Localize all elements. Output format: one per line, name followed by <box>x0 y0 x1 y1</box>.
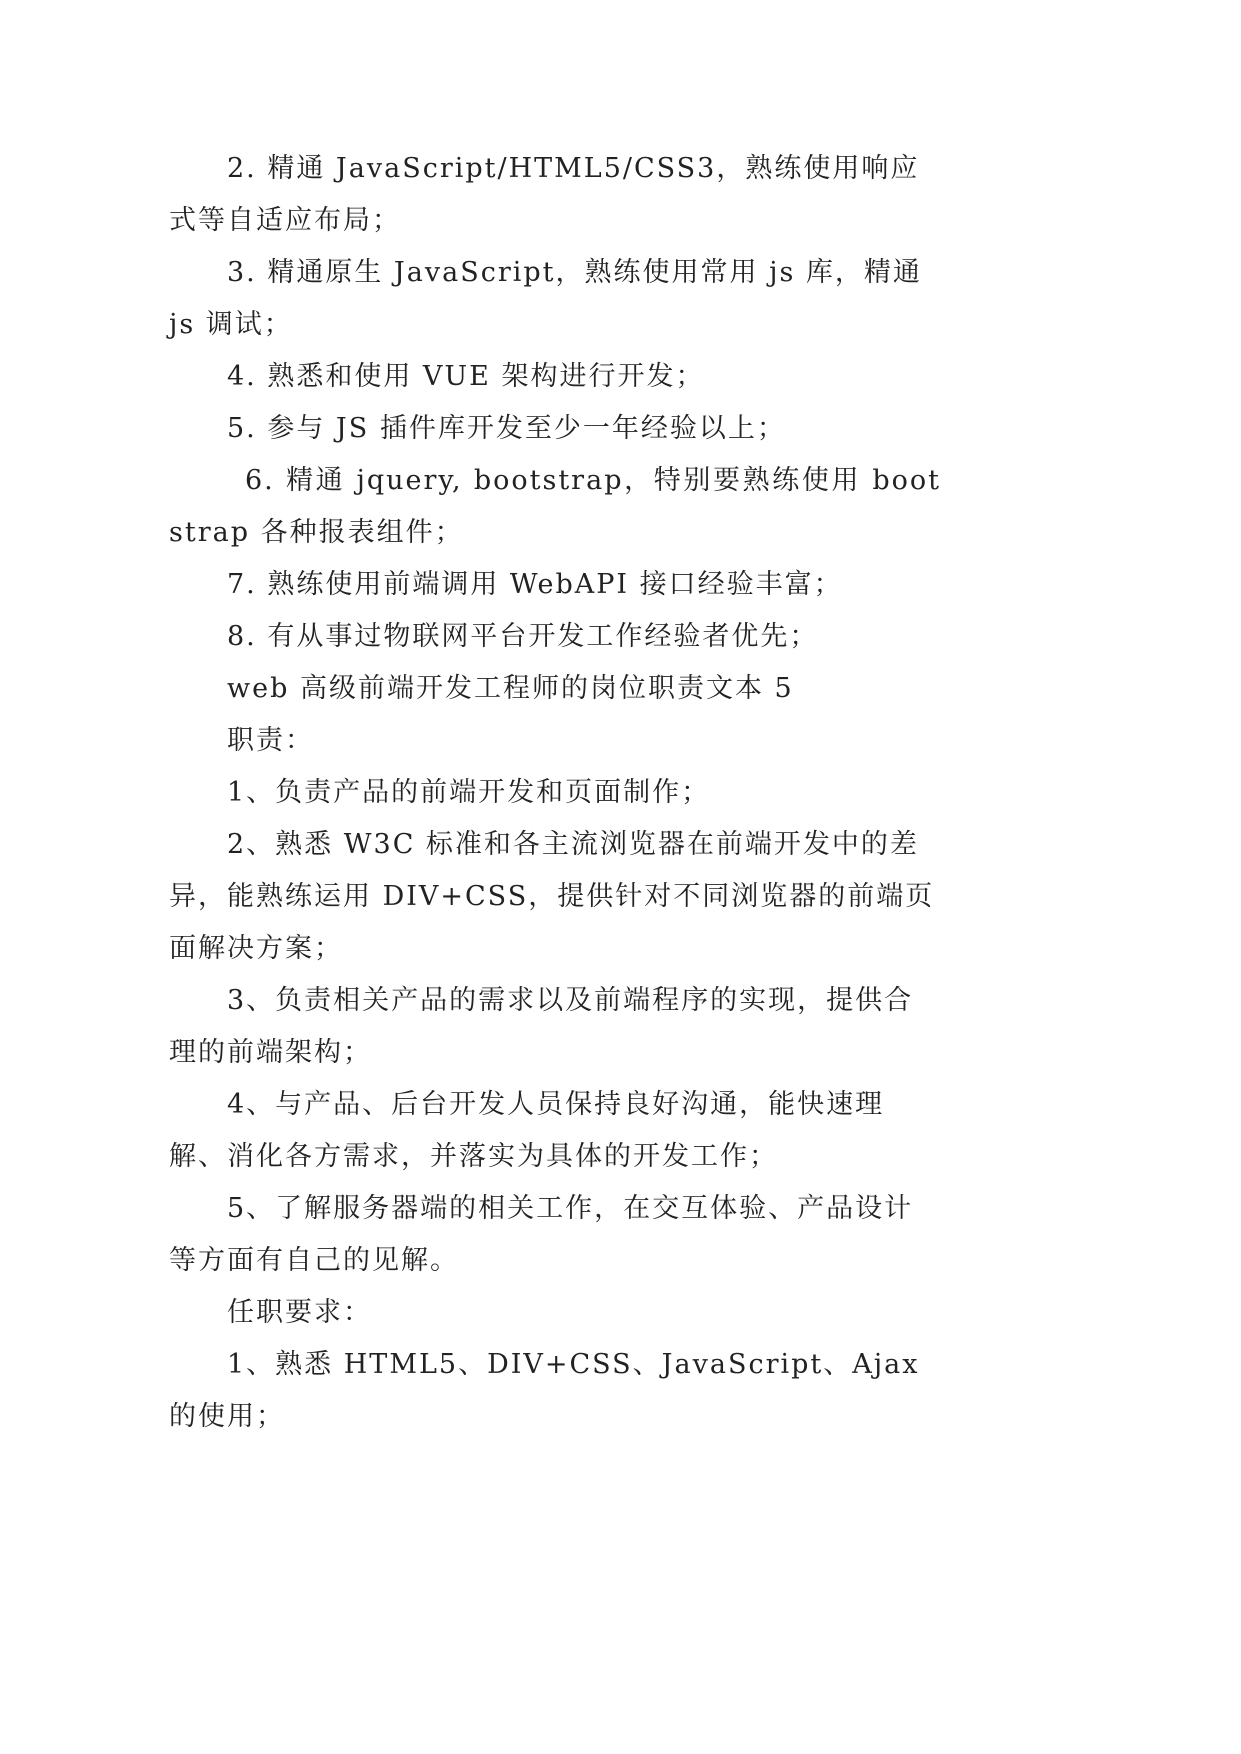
paragraph-qualification-1: 1、熟悉 HTML5、DIV+CSS、JavaScript、Ajax 的使用； <box>169 1349 920 1432</box>
paragraph-requirement-7: 7. 熟练使用前端调用 WebAPI 接口经验丰富； <box>227 569 843 600</box>
duties-heading: 职责： <box>227 725 314 756</box>
requirements-heading: 任职要求： <box>227 1297 372 1328</box>
paragraph-requirement-5: 5. 参与 JS 插件库开发至少一年经验以上； <box>227 413 786 444</box>
section-title: web 高级前端开发工程师的岗位职责文本 5 <box>227 673 794 704</box>
paragraph-requirement-4: 4. 熟悉和使用 VUE 架构进行开发； <box>227 361 705 392</box>
paragraph-duty-5: 5、了解服务器端的相关工作，在交互体验、产品设计等方面有自己的见解。 <box>169 1193 914 1276</box>
paragraph-duty-1: 1、负责产品的前端开发和页面制作； <box>227 777 711 808</box>
paragraph-requirement-3: 3. 精通原生 JavaScript，熟练使用常用 js 库，精通 js 调试； <box>169 257 922 340</box>
paragraph-duty-4: 4、与产品、后台开发人员保持良好沟通，能快速理解、消化各方需求，并落实为具体的开发工作； <box>169 1089 885 1172</box>
paragraph-requirement-2: 2. 精通 JavaScript/HTML5/CSS3，熟练使用响应式等自适应布局； <box>169 153 920 236</box>
paragraph-requirement-8: 8. 有从事过物联网平台开发工作经验者优先； <box>227 621 819 652</box>
paragraph-duty-3: 3、负责相关产品的需求以及前端程序的实现，提供合理的前端架构； <box>169 985 914 1068</box>
paragraph-duty-2: 2、熟悉 W3C 标准和各主流浏览器在前端开发中的差异，能熟练运用 DIV+CSS，提供针对不同浏览器的前端页面解决方案； <box>169 829 935 964</box>
document-body <box>169 143 941 1443</box>
paragraph-requirement-6: 6. 精通 jquery, bootstrap，特别要熟练使用 bootstrap 各种报表组件； <box>169 465 941 548</box>
